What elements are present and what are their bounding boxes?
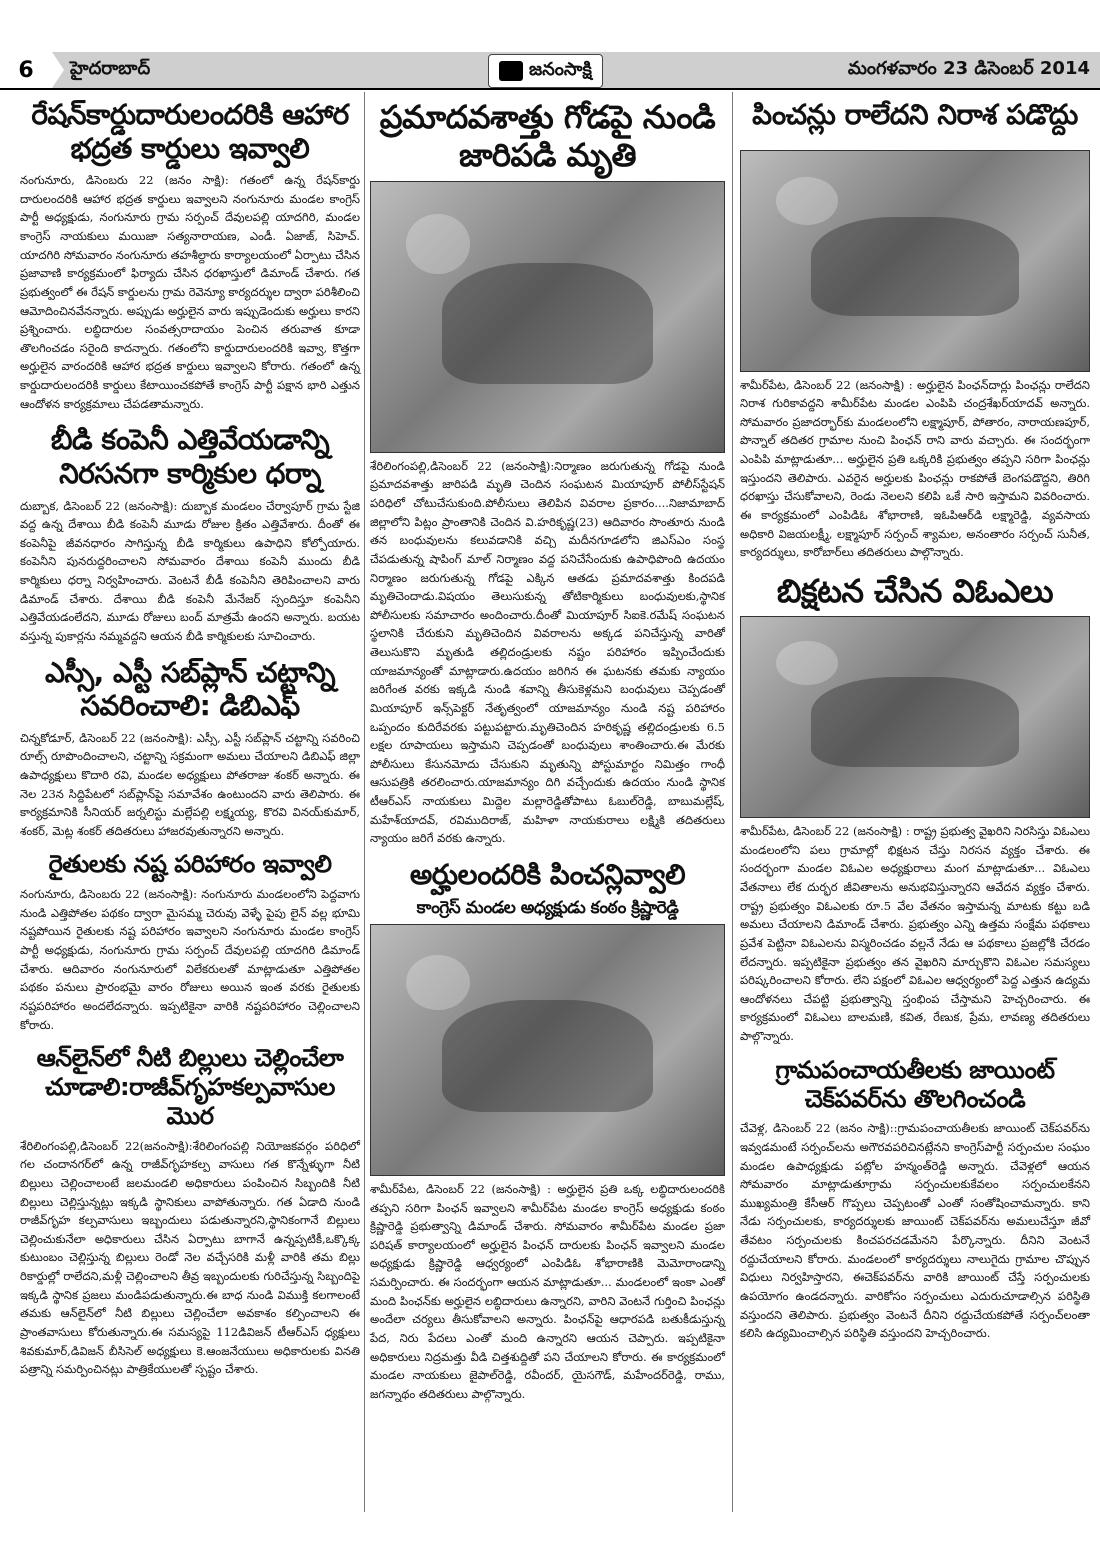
ration-card-headline: రేషన్‌కార్డుదారులందరికి ఆహార భద్రత కార్డులు ఇవ్వాలి (31, 98, 349, 165)
farmers-compensation-article: నంగునూరు, డిసెంబరు 22 (జనంసాక్షి): నంగునూరు మండలంలోని పెద్దవాగు నుండి ఎత్తిపోతల పథకం ద్వారా మైసమ్మ చెరువు వెళ్ళే పైపు లైన్ వల్ల భూమి నష్టపోయిన రైతులకు నష్ట పరిహారం ఇవ్వాలని నంగునూరు మండల కాంగ్రెస్ పార్టీ అధ్యక్షుడు, నంగునూరు గ్రామ సర్పంచ్ దేవులపల్లి యాదగిరి డిమాండ్ చేశారు. ఆదివారం నంగునూరులో విలేకరులతో మాట్లాడుతూ ఎత్తిపోతల పథకం పనులు ప్రారంభమై వారం రోజులు అయిన ఇంత వరకు రైతులకు నష్టపరిహారం అందలేదన్నారు. ఇప్పటికైనా వారికి నష్టపరిహారం చెల్లించాలని కోరారు. (20, 887, 360, 1032)
column-rule (732, 92, 733, 1512)
wall-fall-headline: ప్రమాదవశాత్తు గోడపై నుండి జారిపడి మృతి (379, 98, 716, 175)
column-right (740, 92, 1090, 1353)
brand-emblem-icon (499, 61, 523, 81)
subplan-headline: ఎస్సీ, ఎస్టీ సబ్‌ప్లాన్ చట్టాన్ని సవరించాలి: డిబిఎఫ్ (44, 655, 336, 723)
subplan-article: చిన్నకోడూర్, డిసెంబర్ 22 (జనంసాక్షి): ఎస్సీ, ఎస్టీ సబ్‌ప్లాన్ చట్టాన్ని సవరించి రూల్స్ రూపొందించాలని, చట్టాన్ని సక్రమంగా అమలు చేయాలని డిబిఎఫ్ జిల్లా ఉపాధ్యక్షులు కొదారి రవి, మండల అధ్యక్షులు పోతరాజు శంకర్ అన్నారు. ఈ నెల 23న సిద్దిపేటలో సబ్‌ప్లాన్‌పై సమావేశం ఉంటుందని వారు తెలిపారు. ఈ కార్యక్రమానికి సీనియర్ జర్నలిస్టు మల్లేపల్లి లక్ష్మయ్య, కొరవి వినయ్‌కుమార్, శంకర్, మెట్ల శంకర్ తదితరులు హాజరవుతున్నారని అన్నారు. (20, 730, 360, 838)
pensions-article: శామీర్‌పేట, డిసెంబర్ 22 (జనంసాక్షి) : అర్హులైన ప్రతి ఒక్క లబ్ధిదారులందరికి తప్పని సరిగా పింఛన్ ఇవ్వాలని శామీర్‌పేట మండల కాంగ్రెస్ అధ్యక్షుడు కంఠం క్రిష్ణారెడ్డి ప్రభుత్వాన్ని డిమాండ్ చేశారు. సోమవారం శామీర్‌పేట మండల ప్రజా పరిషత్ కార్యాలయంలో అర్హులైన పింఛన్ దారులకు పింఛన్ ఇవ్వాలని మండల అధ్యక్షుడు క్రిష్ణారెడ్డి ఆధ్వర్యంలో ఎంపిడిఓ శోభారాణికి మెమోరాండాన్ని సమర్పించారు. ఈ సందర్భంగా ఆయన మాట్లాడుతూ... మండలంలో ఇంకా ఎంతో మంది పింఛన్‌కు అర్హులైన లబ్ధిదారులు ఉన్నారని, వారిని వెంటనే గుర్తించి పింఛన్లు అందేలా చర్యలు తీసుకోవాలని అన్నారు. పింఛన్‌పై ఆధారపడి బతుకీడుస్తున్న పేద, నిరు పేదలు ఎంతో మంది ఉన్నారని ఆయన చెప్పారు. ఇప్పటికైనా అధికారులు నిద్రమత్తు వీడి చిత్తశుద్దితో పని చేయాలని కోరారు. ఈ కార్యక్రమంలో మండల నాయకులు జైపాల్‌రెడ్డి, రవీందర్, యైసగౌడ్, మహేందర్‌రెడ్డి, రాము, జగన్నాథం తదితరులు పాల్గొన్నారు. (370, 1181, 725, 1401)
voa-begging-protest-headline: బిక్షటన చేసిన విఓఎలు (776, 571, 1054, 610)
masthead-bar (0, 52, 1100, 90)
city-name: హైదరాబాద్ (70, 58, 151, 79)
accident-victim-photo (370, 181, 725, 453)
wall-fall-article: శేరిలింగంపల్లి,డిసెంబర్ 22 (జనంసాక్షి):నిర్మాణం జరుగుతున్న గోడపై నుండి ప్రమాదవశాత్తు జారిపడి మృతి చెందిన సంఘటన మియాపూర్ పోలీస్‌స్టేషన్ పరిధిలో చోటుచేసుకుంది.పోలీసులు తెలిపిన వివరాల ప్రకారం....నిజామాబాద్ జిల్లాలోని పిట్లం ప్రాంతానికి చెందిన వి.హరికృష్ణ(23) ఆదివారం సొంతూరు నుండి తన బంధువులను కలువడానికి వచ్చి మదీనగూడలోని జిఎస్‌ఎం సంస్థ చేపడుతున్న షాపింగ్ మాల్ నిర్మాణం వద్ద పనిచేసేందుకు ఉపాధిపొంది ఉదయం నిర్మాణం జరుగుతున్న గోడపై ఎక్కిన ఆతడు ప్రమాదవశాత్తు కిందపడి మృతిచెందాడు.విషయం తెలుసుకున్న తోటికార్మికులు బంధువులకు,స్థానిక పోలీసులకు సమాచారం అందించారు.దీంతో మియాపూర్ సిఐకె.రమేష్ సంఘటన స్థలానికి చేరుకుని మృతిచెందిన వివరాలను అక్కడ పనిచేస్తున్న వారితో తెలుసుకొని మృతుడి తల్లిదండ్రులకు నష్టం పరిహారం ఇప్పించేందుకు యాజమాన్యంతో మాట్లాడారు.ఉదయం జరిగిన ఈ ఘటనకు తమకు న్యాయం జరిగేంత వరకు ఇక్కడి నుండి శవాన్ని తీసుకెళ్లమని బంధువులు చెప్పడంతో మియాపూర్ ఇన్స్‌పెక్టర్ నేతృత్వంలో యాజమాన్యం నుండి నష్ట పరిహారం ఒప్పందం కుదిరేవరకు పట్టుపట్టారు.మృతిచెందిన హరికృష్ణ తల్లిదండ్రులకు 6.5 లక్షల రూపాయలు ఇస్తామని చెప్పడంతో బంధువులు శాంతించారు.ఈ మేరకు పోలీసులు కేసునమోదు చేసుకుని మృతున్ని పోస్టుమార్టం నిమిత్తం గాంధీ ఆసుపత్రికి తరలించారు.యాజమాన్యం దిగి వచ్చేందుకు ఉదయం నుండి స్థానిక టీఆర్‌ఎస్ నాయకులు మిద్దెల మల్లారెడ్డితోపాటు ఓబుల్‌రెడ్డి, బాబుమల్లేష్, మహేశ్‌యాదవ్, రవిముదిరాజ్, మహిళా నాయకురాలు లక్ష్మికి తదితరులు న్యాయం జరిగే వరకు ఉన్నారు. (370, 458, 725, 846)
farmers-compensation-headline: రైతులకు నష్ట పరిహారం ఇవ్వాలి (48, 850, 332, 879)
praja-darbar-photo (740, 150, 1090, 372)
pension-despair-article: శామీర్‌పేట, డిసెంబర్ 22 (జనంసాక్షి) : అర్హులైన పింఛన్‌దార్లు పింఛన్లు రాలేదని నిరాశ గురికావద్దని శామీర్‌పేట మండల ఎంపిపి చంద్రశేఖర్‌యాదవ్ అన్నారు. సోమవారం ప్రజాదర్భార్‌కు మండలంలోని లక్ష్మాపూర్, పోతారం, నారాయణపూర్, పొన్నాల్ తదితర గ్రామాల నుంచి పింఛన్ రాని వారు వచ్చారు. ఈ సందర్భంగా ఎంపిపి మాట్లాడుతూ... అర్హులైన ప్రతి ఒక్కరికి ప్రభుత్వం తప్పని సరిగా పింఛన్లు ఇస్తుందని తెలిపారు. ఎవరైన అర్హులకు పింఛన్లు రాకపోతే బెంగపడొద్దని, తిరిగి ధరఖాస్తు చేసుకోవాలని, రెండు నెలలని కలిపి ఒకే సారి ఇస్తామని వివరించారు. ఈ కార్యక్రమంలో ఎంపిడిఓ శోభారాణి, ఇఓపిఆర్‌డి లక్ష్మారెడ్డి, వ్యవసాయ అధికారి విజయలక్ష్మీ, లక్ష్మాపూర్ సర్పంచ్ శ్యామల, అనంతారం సర్పంచ్ సునీత, కార్యదర్శులు, కారోబార్‌లు తదితరులు పాల్గొన్నారు. (740, 377, 1090, 560)
brand-name: జనంసాక్షి (529, 58, 592, 80)
column-rule (364, 92, 365, 1512)
pensions-subheadline: కాంగ్రెస్ మండల అధ్యక్షుడు కంఠం క్రిష్ణారెడ్డి (416, 897, 679, 918)
issue-date: మంగళవారం 23 డిసెంబర్ 2014 (847, 58, 1090, 79)
ration-card-article: నంగునూరు, డిసెంబరు 22 (జనం సాక్షి): గతంలో ఉన్న రేషన్‌కార్డు దారులందరికి ఆహార భద్రత కార్డులు ఇవ్వాలని నంగునూరు మండల కాంగ్రెస్ పార్టీ అధ్యక్షుడు, నంగునూరు గ్రామ సర్పంచ్ దేవులపల్లి యాదగిరి, మండల కాంగ్రెస్ నాయకులు మయిజా సత్యనారాయణ, ఎండీ. ఏజాజ్, సిహెచ్. యాదగిరి సోమవారం నంగునూరు తహశీల్దారు కార్యాలయంలో ఏర్పాటు చేసిన ప్రజావాణి కార్యక్రమంలో ఫిర్యాదు చేసిన ధరఖాస్తులో డిమాండ్ చేశారు. గత ప్రభుత్వంలో ఈ రేషన్ కార్డులను గ్రామ రెవెన్యూ కార్యదర్శుల ద్వారా పరిశీలించి ఆమోదించినవేనన్నారు. అప్పుడు అర్హులైన వారు ఇప్పుడెందుకు అర్హులు కారని ప్రశ్నించారు. లబ్ధిదారుల సంవత్సరాదాయం పెంచిన తరువాత కూడా తొలగించడం సరైంది కాదన్నారు. గతంలోని కార్డుదారులందరికి ఇవ్వా, కొత్తగా అర్హులైన వారందరికి ఆహార భద్రత కార్డులు ఇవ్వాలని కోరారు. గతంలో ఉన్న కార్డుదారులందరికి కార్డులు కేటాయించకపోతే కాంగ్రెస్ పార్టీ పక్షాన భారి ఎత్తున ఆందోళన కార్యక్రమాలు చేపడతామన్నారు. (20, 173, 360, 411)
congress-memorandum-photo (370, 924, 725, 1176)
pension-despair-headline: పించన్లు రాలేదని నిరాశ పడొద్దు (752, 98, 1078, 131)
column-left (20, 92, 360, 1389)
online-water-bills-article: శేరిలింగంపల్లి,డిసెంబర్ 22(జనంసాక్షి):శేరిలింగంపల్లి నియోజకవర్గం పరిధిలో గల చందానగర్‌లో ఉన్న రాజీవ్‌గృహకల్ప వాసులు గత కొన్నేళ్ళుగా నీటి బిల్లులు చెల్లించాలంటే జలమండలి అధికారులు పంపించిన సిబ్బందికి నీటి బిల్లులు చెల్లిస్తున్నట్లు ఇక్కడి స్థానికులు వాపోతున్నారు. గత ఏడాది నుండి రాజీవ్‌గృహ కల్పవాసులు ఇబ్బందులు పడుతున్నారని,స్థానికంగానే బిల్లులు చెల్లించుకునేలా అధికారులు చేసిన ఏర్పాటు బాగానే ఉన్నప్పటికీ,ఒక్కొక్క కుటుంబం చెల్లిస్తున్న బిల్లులు రెండో నెల వచ్చేసరికి మళ్లీ వారికి తమ బిల్లు రికార్డుల్లో రాలేదని,మళ్లీ చెల్లించాలని తీవ్ర ఇబ్బందులకు గురిచేస్తున్న సిబ్బందిపై ఇక్కడి స్థానిక ప్రజలు మండిపడుతున్నారు.ఈ బాధ నుండి విముక్తి కలగాలంటే తమకు ఆన్‌లైన్‌లో నీటి బిల్లులు చెల్లించేలా అవకాశం కల్పించాలని ఈ ప్రాంతవాసులు కోరుతున్నారు.ఈ సమస్యపై 112డివిజన్ టీఆర్‌ఎస్ ధ్యక్షులు శివకుమార్,డివిజన్ బీసిసెల్ అధ్యక్షులు కె.ఆంజనేయులు అధికారులకు వినతి పత్రాన్ని సమర్పించినట్లు పాత్రికేయులతో స్పష్టం చేశారు. (20, 1138, 360, 1377)
column-center (370, 92, 725, 1413)
joint-check-power-headline: గ్రామపంచాయతీలకు జాయింట్ చెక్‌పవర్‌ను తొలగించండి (775, 1055, 1055, 1113)
joint-check-power-article: చేవెళ్ల, డిసెంబర్ 22 (జనం సాక్షి)::గ్రామపంచాయతీలకు జాయింట్ చెక్‌పవర్‌ను ఇవ్వడమంటే సర్పంచ్‌లను అగౌరవపరిచినట్లేనని కాంగ్రెస్‌పార్టీ సర్పంచుల సంఘం మండల ఉపాధ్యక్షుడు పట్లోల హన్మంత్‌రెడ్డి అన్నారు. చేవెళ్లలో ఆయన సోమవారం మాట్లాడుతూగ్రామ సర్పంచులకుకేవలం సర్పంచులకేనని ముఖ్యమంత్రి కేసీఆర్ గొప్పలు చెప్పటంతో ఎంతో సంతోషించామన్నారు. కాని నేడు సర్పంచులకు, కార్యదర్శులకు జాయింట్ చెక్‌పవర్‌ను అమలుచేస్తూ జీవో తేవటం సర్పంచులకు కించపరచడమేనని పేర్కొన్నారు. దీనిని వెంటనే రద్దుచేయాలని కోరారు. మండలంలో కార్యదర్శులు నాలుగైదు గ్రామాల చొప్పున విధులు నిర్వహిస్తారని, ఈచెక్‌పవర్‌ను వారికి జాయింట్ చేస్తే సర్పంచులకు ఉపయోగం ఉండదన్నారు. వారికోసం సర్పంచులు ఎదురుచూడాల్సిన పరిస్థితి వస్తుందని తెలిపారు. ప్రభుత్వం వెంటనే దీనిని రద్దుచేయకపోతే సర్పంచ్‌లంతా కలిసి ఉద్యమించాల్సిన పరిస్థితి వస్తుందని హెచ్చరించారు. (740, 1121, 1090, 1341)
voa-begging-protest-article: శామీర్‌పేట, డిసెంబర్ 22 (జనంసాక్షి) : రాష్ట్ర ప్రభుత్వ వైఖరిని నిరసిస్తు విఓఎలు మండలంలోని పలు గ్రామాల్లో భిక్షటన చేస్తు నిరసన వ్యక్తం చేశారు. ఈ సందర్భంగా మండల విఓఎల అధ్యక్షురాలు మంగ మాట్లాడుతూ... విఓఎలు వేతనాలు లేక దుర్భర జీవితాలను అనుభవిస్తున్నారని ఆవేదన వ్యక్తం చేశారు. రాష్ట్ర ప్రభుత్వం విఓఎలకు రూ.5 వేల వేతనం ఇస్తామన్న మాటకు కట్టు బడి అమలు చేయాలని డిమాండ్ చేశారు. ప్రభుత్వం ఎన్ని ఉత్తమ సంక్షేమ పథకాలు ప్రవేశ పెట్టినా విఓఎలను విస్మరించడం వల్లనే నేడు ఆ పథకాలు ప్రజల్లోకి చేరడం లేదన్నారు. ఇప్పటికైనా ప్రభుత్వం తన వైఖరిని మార్చుకొని విఓఎల సమస్యలు పరిష్కరించాలని కోరారు. లేని పక్షంలో విఓఎల ఆధ్వర్యంలో పెద్ద ఎత్తున ఉద్యమ ఆందోళనలు చేపట్టి ప్రభుత్వాన్ని స్తంభింప చేస్తామని హెచ్చరించారు. ఈ కార్యక్రమంలో విఓఎలు బాలమణి, కవిత, రేణుక, ప్రేమ, లావణ్య తదితరులు పాల్గొన్నారు. (740, 824, 1090, 1044)
beedi-company-article: దుబ్బాక, డిసెంబర్ 22 (జనంసాక్షి): దుబ్బాక మండలం చేర్వాపూర్ గ్రామ స్టేజి వద్ద ఉన్న దేశాయి బీడి కంపెనీ మూడు రోజుల క్రితం ఎత్తివేశారు. దీంతో ఈ కంపెనీపై జీవనధారం సాగిస్తున్న బీడి కార్మికులు ఉపాధిని కోల్పోయారు. కంపెనీని పునరుద్దరించాలని సోమవారం దేశాయి కంపెనీ ముందు బీడి కార్మికులు ధర్నా నిర్వహించారు. వెంటనే బీడీ కంపెనీని తెరిపించాలని వారు డిమాండ్ చేశారు. దేశాయి బీడి కంపెనీ మేనేజర్ స్పందిస్తూ కంపెనీని ఎత్తివేయడంలేదని, మూడు రోజులు బంద్ మాత్రమే ఉందని అన్నారు. బయట వస్తున్న పుకార్లను నమ్మవద్దని ఆయన బీడి కార్మికులకు సూచించారు. (20, 498, 360, 643)
page-number: 6 (0, 52, 52, 88)
beedi-company-headline: బీడి కంపెనీ ఎత్తివేయడాన్ని నిరసనగా కార్మికుల ధర్నా (50, 423, 330, 490)
pensions-headline: అర్హులందరికి పించన్లివ్వాలి (409, 857, 686, 891)
voa-protest-photo (740, 616, 1090, 818)
online-water-bills-headline: ఆన్‌లైన్‌లో నీటి బిల్లులు చెల్లించేలా చూడాలి:రాజీవ్‌గృహకల్పవాసుల మొర (36, 1044, 344, 1130)
brand-logo-box (488, 54, 603, 88)
